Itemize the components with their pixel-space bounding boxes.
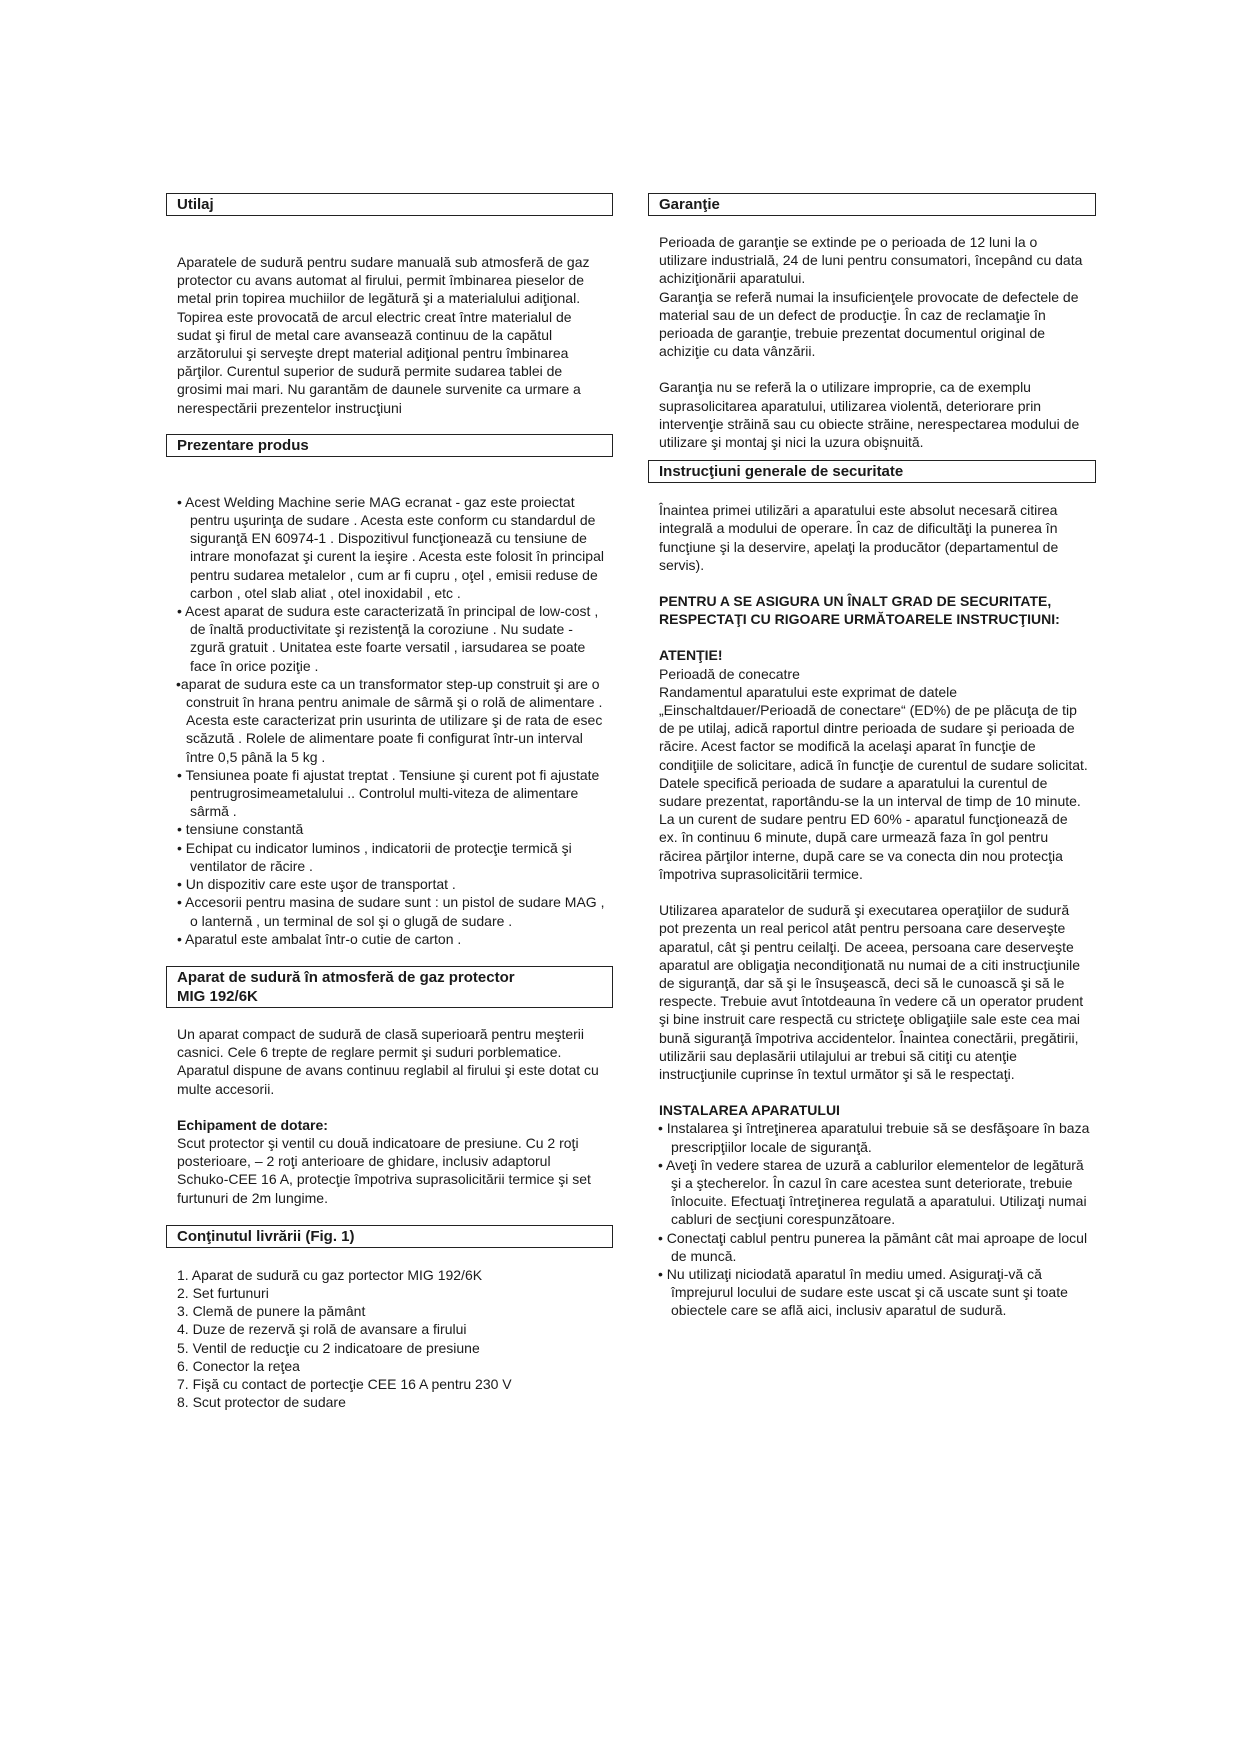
list-item: • Tensiunea poate fi ajustat treptat . Tensiune şi curent pot fi ajustate pentrugrosimeametalului .. Controlul multi-viteza de alimentare sârmă . [177, 766, 600, 820]
list-item: • Un dispozitiv care este uşor de transportat . [177, 876, 456, 893]
atentie-title: ATENŢIE! [659, 647, 723, 664]
prezentare-list [166, 493, 613, 948]
list-item: • Accesorii pentru masina de sudare sunt : un pistol de sudare MAG , o lanternă , un terminal de sol şi o glugă de sudare . [177, 894, 605, 929]
garantie-paragraph-1: Perioada de garanţie se extinde pe o perioada de 12 luni la o utilizare industrială, 24 de luni pentru consumatori, începând cu data achiziţionării aparatului. [659, 234, 1083, 287]
list-item: • Acest Welding Machine serie MAG ecranat - gaz este proiectat pentru uşurinţa de sudare . Acesta este conform cu standardul de siguranţă EN 60974-1 . Dispozitivul funcţionează cu tensiune de intrare monofazat şi curent la ieşire . Acesta este folosit în principal pentru sudarea metalelor , cum ar fi cupru , oţel , emisii reduse de carbon , otel slab aliat , otel inoxidabil , etc . [177, 493, 604, 601]
garantie-paragraph-3: Garanţia nu se referă la o utilizare improprie, ca de exemplu suprasolicitarea aparatului, utilizarea violentă, deteriorare prin intervenţie străină sau cu obiecte străine, nerespectarea modului de utilizare şi montaj şi nici la uzura obişnuită. [659, 379, 1080, 451]
aparat-paragraph: Un aparat compact de sudură de clasă superioară pentru meşterii casnici. Cele 6 trepte de reglare permit şi suduri porblematice. Aparatul dispune de avans continuu reglabil al firului şi este dotat cu multe accesorii. [177, 1025, 599, 1097]
list-item: • Aveţi în vedere starea de uzură a cablurilor elementelor de legătură şi a ştecherelor. În cazul în care acestea sunt deteriorate, trebuie înlocuite. Efectuaţi întreţinerea regulată a aparatului. Utilizaţi numai cabluri de secţiuni corespunzătoare. [658, 1156, 1087, 1228]
list-item: 2. Set furtunuri [177, 1284, 269, 1301]
list-item: 4. Duze de rezervă şi rolă de avansare a firului [177, 1321, 467, 1338]
list-item: • Instalarea şi întreţinerea aparatului trebuie să se desfăşoare în baza prescripţiilor locale de siguranţă. [658, 1120, 1090, 1155]
instructiuni-paragraph: Înaintea primei utilizări a aparatului este absolut necesară citirea integrală a modului de operare. În caz de dificultăţi la punerea în funcţiune şi la deservire, apelaţi la producător (departamentul de servis). [659, 502, 1059, 573]
list-item: 8. Scut protector de sudare [177, 1394, 346, 1411]
garantie-paragraph-2: Garanţia se referă numai la insuficienţele provocate de defectele de material sau de un defect de producţie. În caz de reclamaţie în perioada de garanţie, trebuie prezentat documentul original de achiziţie cu data vânzării. [659, 288, 1079, 360]
securitate-warning: PENTRU A SE ASIGURA UN ÎNALT GRAD DE SECURITATE, RESPECTAŢI CU RIGOARE URMĂTOARELE INSTRUCŢIUNI: [659, 593, 1060, 628]
aparat-heading-line1: Aparat de sudură în atmosferă de gaz protector [177, 968, 515, 986]
perioada-title: Perioadă de conecatre [659, 665, 800, 682]
list-item: 3. Clemă de punere la pământ [177, 1303, 366, 1320]
continut-heading: Conţinutul livrării (Fig. 1) [166, 1225, 613, 1248]
list-item: • Echipat cu indicator luminos , indicatorii de protecţie termică şi ventilator de răcire . [177, 839, 572, 874]
instructiuni-heading: Instrucţiuni generale de securitate [648, 460, 1096, 483]
utilaj-heading: Utilaj [166, 193, 613, 216]
continut-list [166, 1266, 613, 1412]
garantie-heading: Garanţie [648, 193, 1096, 216]
utilizarea-paragraph: Utilizarea aparatelor de sudură şi executarea operaţiilor de sudură pot prezenta un real pericol atât pentru persoana care deserveşte aparatul, cât şi pentru ceilalţi. De aceea, persoana care deserveşte aparatul are obligaţia necondiţionată nu numai de a citi instrucţiunile de siguranţă, dar să şi le însuşească, deci să le cunoască şi să le respecte. Trebuie avut întotdeauna în vedere că un operator prudent şi bine instruit care respectă cu stricteţe obligaţiile sale este cea mai bună siguranţă împotriva accidentelor. Înaintea conectării, pregătirii, utilizării sau deplasării utilajului ar trebui să citiţi cu atenţie instrucţiunile cuprinse în textul următor şi să le respectaţi. [659, 902, 1084, 1082]
list-item: • Aparatul este ambalat într-o cutie de carton . [177, 930, 462, 947]
list-item: • Acest aparat de sudura este caracterizată în principal de low-cost , de înaltă productivitate şi rezistenţă la coroziune . Nu sudate - zgură gratuit . Unitatea este foarte versatil , iarsudarea se poate face în orice poziţie . [177, 603, 599, 674]
echipament-paragraph: Scut protector şi ventil cu două indicatoare de presiune. Cu 2 roţi posterioare, – 2 roţi anterioare de ghidare, inclusiv adaptorul Schuko-CEE 16 A, protecţie împotriva suprasolicitării termice şi set furtunuri de 2m lungime. [177, 1134, 591, 1206]
list-item: • tensiune constantă [177, 821, 304, 838]
list-item: 5. Ventil de reducţie cu 2 indicatoare de presiune [177, 1339, 480, 1356]
left-column [166, 193, 613, 1411]
list-item: 7. Fişă cu contact de portecţie CEE 16 A pentru 230 V [177, 1375, 512, 1392]
aparat-heading-line2: MIG 192/6K [177, 987, 258, 1005]
list-item: • Nu utilizaţi niciodată aparatul în mediu umed. Asiguraţi-vă că împrejurul locului de sudare este uscat şi că uscate sunt şi toate obiectele care se află aici, inclusiv aparatul de sudură. [658, 1265, 1068, 1319]
utilaj-paragraph: Aparatele de sudură pentru sudare manuală sub atmosferă de gaz protector cu avans automat al firului, permit îmbinarea pieselor de metal prin topirea muchiilor de legătură şi a materialului adiţional. Topirea este provocată de arcul electric creat între materialul de sudat şi firul de metal care avansează continuu de la capătul arzătorului şi serveşte drept material adiţional pentru îmbinarea părţilor. Curentul superior de sudură permite sudarea tablei de grosimi mai mari. Nu garantăm de daunele survenite ca urmare a nerespectării prezentelor instrucţiuni [177, 254, 590, 416]
list-item: 1. Aparat de sudură cu gaz portector MIG 192/6K [177, 1266, 483, 1283]
echipament-title: Echipament de dotare: [177, 1116, 328, 1133]
list-item: 6. Conector la reţea [177, 1357, 300, 1374]
list-item: •aparat de sudura este ca un transformator step-up construit şi are o construit în hrana pentru animale de sârmă şi o rolă de alimentare . Acesta este caracterizat prin usurinta de utilizare şi de rata de esec scăzută . Rolele de alimentare poate fi configurat într-un interval între 0,5 până la 5 kg . [176, 675, 603, 765]
instalarea-title: INSTALAREA APARATULUI [659, 1102, 840, 1119]
instalarea-list [648, 1119, 1096, 1319]
prezentare-heading: Prezentare produs [166, 434, 613, 457]
right-column [648, 193, 1096, 1320]
randament-paragraph: Randamentul aparatului este exprimat de datele „Einschaltdauer/Perioadă de conectare“ (ED%) de pe plăcuţa de tip de pe utilaj, adică raportul dintre perioada de sudare şi perioada de răcire. Acest factor se modifică la acelaşi aparat în funcţie de condiţiile de solicitare, adică în funcţie de curentul de sudare solicitat. Datele specifică perioada de sudare a aparatului la curentul de sudare prezentat, raportându-se la un interval de timp de 10 minute. La un curent de sudare pentru ED 60% - aparatul funcţionează de ex. în continuu 6 minute, după care urmează faza în gol pentru răcirea părţilor interne, după care se va conecta din nou protecţia împotriva suprasolicitării termice. [659, 683, 1088, 882]
aparat-heading [166, 966, 613, 1008]
list-item: • Conectaţi cablul pentru punerea la pământ cât mai aproape de locul de muncă. [658, 1229, 1088, 1264]
